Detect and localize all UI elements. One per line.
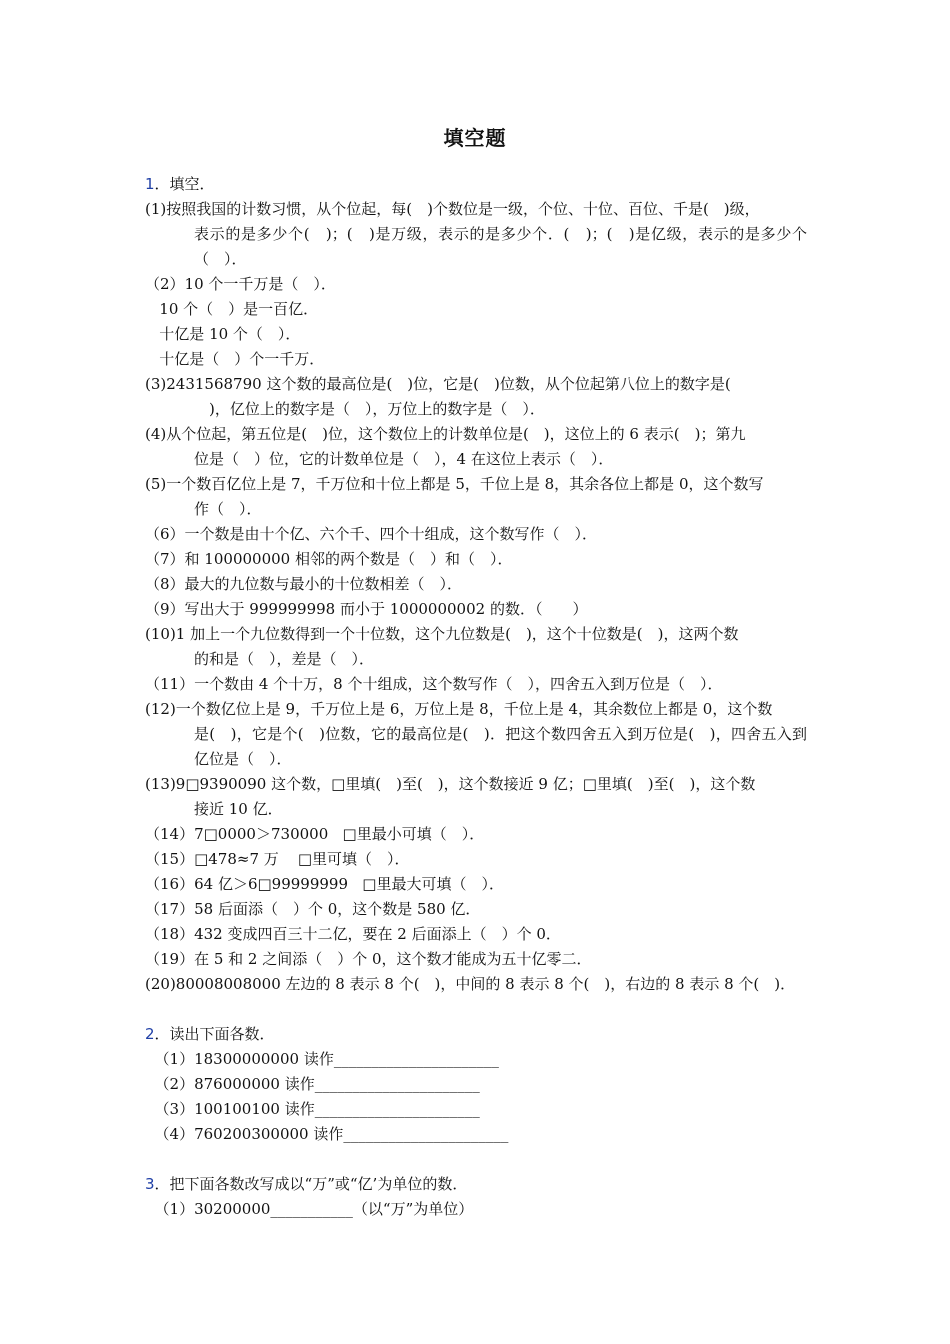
- sub-question-text: (12)一个数亿位上是 9，千万位上是 6，万位上是 8，千位上是 4，其余数位上都是 0，这个数: [145, 700, 773, 718]
- sub-question-text: (3)2431568790 这个数的最高位是( )位，它是( )位数，从个位起第八位上的数字是(: [145, 375, 731, 393]
- sub-question: [145, 197, 807, 272]
- sub-question: [145, 597, 807, 622]
- sub-question: [145, 897, 807, 922]
- document-body: [145, 172, 807, 1222]
- sub-question: [145, 872, 807, 897]
- sub-question: [145, 922, 807, 947]
- question-number: 1: [145, 175, 155, 193]
- sub-question: [145, 822, 807, 847]
- sub-question-continuation: )，亿位上的数字是（ ），万位上的数字是（ ）．: [194, 400, 545, 418]
- sub-question: （3）100100100 读作______________________: [145, 1100, 480, 1118]
- sub-question: [145, 697, 807, 772]
- sub-question-text: (20)80008008000 左边的 8 表示 8 个( )，中间的 8 表示 8 个( )，右边的 8 表示 8 个( )．: [145, 975, 796, 993]
- sub-question: [145, 522, 807, 547]
- question-number: 3: [145, 1175, 155, 1193]
- sub-question: [145, 672, 807, 697]
- sub-question: （4）760200300000 读作______________________: [145, 1125, 509, 1143]
- sub-question: （2）876000000 读作______________________: [145, 1075, 480, 1093]
- sub-question-continuation: 表示的是多少个( )；( )是万级，表示的是多少个．( )；( )是亿级，表示的是多少个（ ）．: [194, 225, 807, 268]
- sub-question-text: 十亿是（ ）个一千万．: [145, 350, 325, 368]
- sub-question: [145, 372, 807, 422]
- sub-question-continuation: 作（ ）．: [194, 500, 262, 518]
- question-2-heading: [145, 1022, 807, 1047]
- sub-question-text: (4)从个位起，第五位是( )位，这个数位上的计数单位是( )，这位上的 6 表示( )；第九: [145, 425, 746, 443]
- sub-question-text: (5)一个数百亿位上是 7，千万位和十位上都是 5，千位上是 8，其余各位上都是 0，这个数写: [145, 475, 764, 493]
- question-title: ．读出下面各数．: [154, 1025, 275, 1043]
- sub-question: [145, 947, 807, 972]
- sub-question: [145, 847, 807, 872]
- sub-question-text: （2）10 个一千万是（ ）．: [145, 275, 336, 293]
- sub-question-continuation: 位是（ ）位，它的计数单位是（ ），4 在这位上表示（ ）．: [194, 450, 614, 468]
- sub-question: （1）18300000000 读作______________________: [145, 1050, 499, 1068]
- sub-question: [145, 422, 807, 472]
- sub-question: [145, 272, 807, 297]
- sub-question-text: （17）58 后面添（ ）个 0，这个数是 580 亿．: [145, 900, 481, 918]
- sub-question-text: （9）写出大于 999999998 而小于 1000000002 的数．（ ）: [145, 600, 588, 618]
- sub-question: （1）30200000___________（以“万”为单位）: [145, 1200, 474, 1218]
- page-title: 填空题: [443, 126, 507, 150]
- sub-question-text: （19）在 5 和 2 之间添（ ）个 0，这个数才能成为五十亿零二．: [145, 950, 592, 968]
- sub-question: [145, 572, 807, 597]
- sub-question-text: (13)9□9390090 这个数，□里填( )至( )，这个数接近 9 亿；□里填( )至( )，这个数: [145, 775, 756, 793]
- question-3-items: [145, 1197, 807, 1222]
- sub-question: [145, 622, 807, 672]
- question-2-items: [145, 1047, 807, 1147]
- sub-question-text: （14）7□0000＞730000 □里最小可填（ ）．: [145, 825, 485, 843]
- sub-question-continuation: 的和是（ ），差是（ ）．: [194, 650, 375, 668]
- sub-question: [145, 772, 807, 822]
- question-3-heading: [145, 1172, 807, 1197]
- question-number: 2: [145, 1025, 155, 1043]
- question-title: ．把下面各数改写成以“万”或“亿’为单位的数．: [154, 1175, 468, 1193]
- sub-question-text: 十亿是 10 个（ ）．: [145, 325, 301, 343]
- sub-question-text: 10 个（ ）是一百亿．: [145, 300, 319, 318]
- sub-question-text: （6）一个数是由十个亿、六个千、四个十组成，这个数写作（ ）．: [145, 525, 598, 543]
- sub-question-text: （15）□478≈7 万 □里可填（ ）．: [145, 850, 410, 868]
- sub-question-text: （16）64 亿＞6□99999999 □里最大可填（ ）．: [145, 875, 504, 893]
- sub-question: [145, 347, 807, 372]
- sub-question-text: （8）最大的九位数与最小的十位数相差（ ）．: [145, 575, 463, 593]
- sub-question: [145, 972, 807, 997]
- question-1-heading: [145, 172, 807, 197]
- sub-question-text: （7）和 100000000 相邻的两个数是（ ）和（ ）．: [145, 550, 513, 568]
- sub-question: [145, 297, 807, 322]
- sub-question-text: (1)按照我国的计数习惯，从个位起，每( )个数位是一级，个位、十位、百位、千是( )级，: [145, 200, 760, 218]
- question-title: ．填空．: [154, 175, 215, 193]
- question-1-items: [145, 197, 807, 997]
- sub-question-text: （11）一个数由 4 个十万，8 个十组成，这个数写作（ ），四舍五入到万位是（ ）．: [145, 675, 723, 693]
- sub-question-text: （18）432 变成四百三十二亿，要在 2 后面添上（ ）个 0．: [145, 925, 561, 943]
- sub-question-text: (10)1 加上一个九位数得到一个十位数，这个九位数是( )，这个十位数是( )，这两个数: [145, 625, 739, 643]
- sub-question: [145, 322, 807, 347]
- sub-question: [145, 547, 807, 572]
- sub-question: [145, 472, 807, 522]
- sub-question-continuation: 是( )，它是个( )位数，它的最高位是( )．把这个数四舍五入到万位是( )，四舍五入到亿位是（ ）．: [194, 725, 807, 768]
- sub-question-continuation: 接近 10 亿．: [194, 800, 283, 818]
